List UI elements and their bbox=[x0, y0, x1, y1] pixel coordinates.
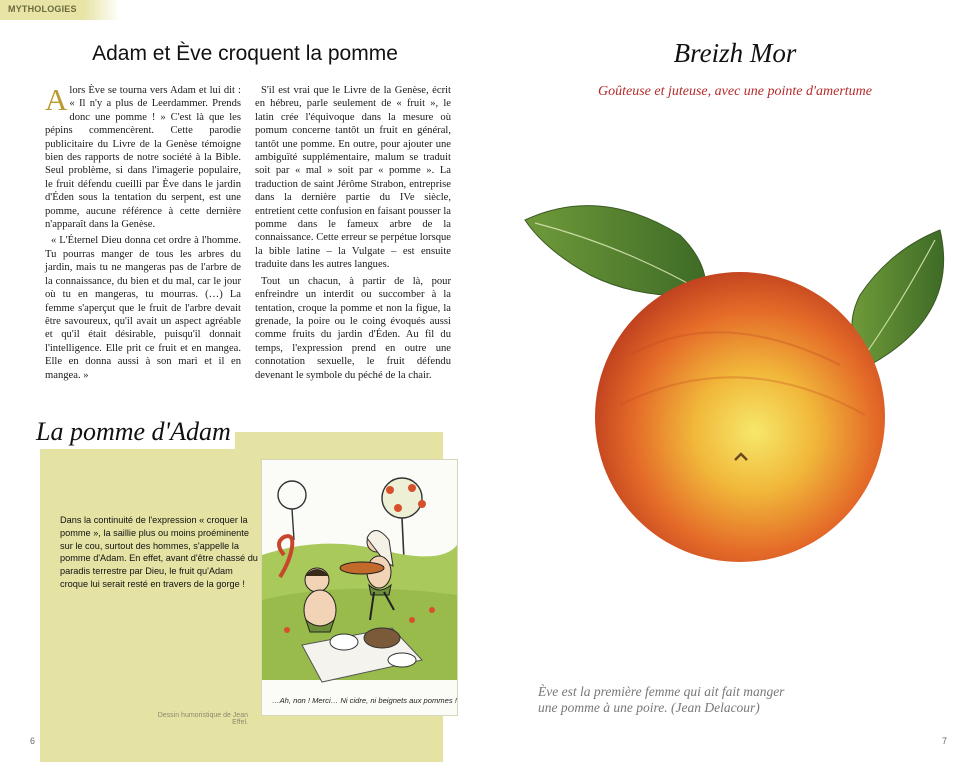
quote-line: une pomme à une poire. (Jean Delacour) bbox=[538, 700, 760, 715]
apple-illustration bbox=[520, 195, 950, 565]
paragraph: « L'Éternel Dieu donna cet ordre à l'homme. Tu pourras manger de tous les arbres du jardin, mais tu ne mangeras pas de l'arbre de la connaissance, du bien et du mal, car le jour où tu en mangeras, tu mourras. (…) La femme s'aperçut que le fruit de l'arbre devait être savoureux, qu'il avait un aspect agréable et qu'il était désirable, puisqu'il donnait l'intelligence. Elle prit ce fruit et en mangea. Elle en donna aussi à son mari et il en mangea. » bbox=[45, 235, 241, 381]
variety-subtitle: Goûteuse et juteuse, avec une pointe d'amertume bbox=[598, 84, 872, 99]
right-page bbox=[490, 0, 980, 762]
paragraph: S'il est vrai que le Livre de la Genèse, écrit en hébreu, parle seulement de « fruit », le latin crée l'équivoque dans la mesure où pomum concerne tantôt un fruit en général, tantôt une pomme. En outre, pour ajouter une ambiguïté supplémentaire, malum se traduit soit par « mal » soit par « pomme ». La traduction de saint Jérôme Strabon, entreprise dans la dernière partie du IVe siècle, entretient cette confusion en faisant pousser la pomme dans le fameux arbre de la connaissance. Cette erreur se perpétue lorsque la bible latine – la Vulgate – est ensuite traduite dans les autres langues. bbox=[255, 85, 451, 271]
variety-title: Breizh Mor bbox=[673, 38, 797, 68]
section-tab bbox=[0, 0, 120, 20]
page-number: 6 bbox=[30, 736, 36, 746]
section-tab-label: MYTHOLOGIES bbox=[8, 4, 77, 14]
article-title: Adam et Ève croquent la pomme bbox=[92, 42, 398, 65]
sidebar-box-text: Dans la continuité de l'expression « croquer la pomme », la saillie plus ou moins proéminente sur le cou, surtout des hommes, s'appelle la pomme d'Adam. En effet, avant d'être chassé du paradis terrestre par Dieu, le fruit qu'Adam croque lui serait resté en travers de la gorge ! bbox=[60, 515, 258, 589]
quote-line: Ève est la première femme qui ait fait manger bbox=[538, 684, 785, 699]
page-number: 7 bbox=[942, 736, 948, 746]
drop-cap: A bbox=[45, 82, 68, 117]
sidebar-box-title: La pomme d'Adam bbox=[34, 417, 235, 449]
cartoon-credit: Dessin humoristique de Jean Effel. bbox=[157, 712, 248, 726]
paragraph: Tout un chacun, à partir de là, pour enfreindre un interdit ou succomber à la tentation, croque la pomme et non la figue, la grenade, la poire ou le coing évoqués aussi comme fruits du jardin d'Éden. Au fil du temps, l'expression prend en outre une connotation sexuelle, le fruit défendu devenant le symbole du péché de la chair. bbox=[255, 275, 451, 381]
quote bbox=[538, 684, 858, 716]
cartoon-caption: …Ah, non ! Merci… Ni cidre, ni beignets aux pommes ! bbox=[272, 696, 457, 705]
cartoon-drawing bbox=[262, 460, 457, 715]
article-column-2 bbox=[255, 84, 451, 385]
cartoon-illustration bbox=[262, 460, 457, 715]
paragraph bbox=[45, 84, 241, 231]
paragraph-text: lors Ève se tourna vers Adam et lui dit : « Il n'y a plus de Leerdammer. Prends donc une pomme ! » C'est là que les pépins commencèrent. Cette parodie publicitaire du Livre de la Genèse témoigne bien des rapports de notre société à la Bible. Seul problème, si dans l'imagerie populaire, le fruit défendu cueilli par Ève dans le jardin d'Éden sous la tentation du serpent, est une pomme, aucune référence à cette dernière n'apparaît dans la Genèse. bbox=[45, 85, 241, 231]
article-column-1 bbox=[45, 84, 241, 385]
